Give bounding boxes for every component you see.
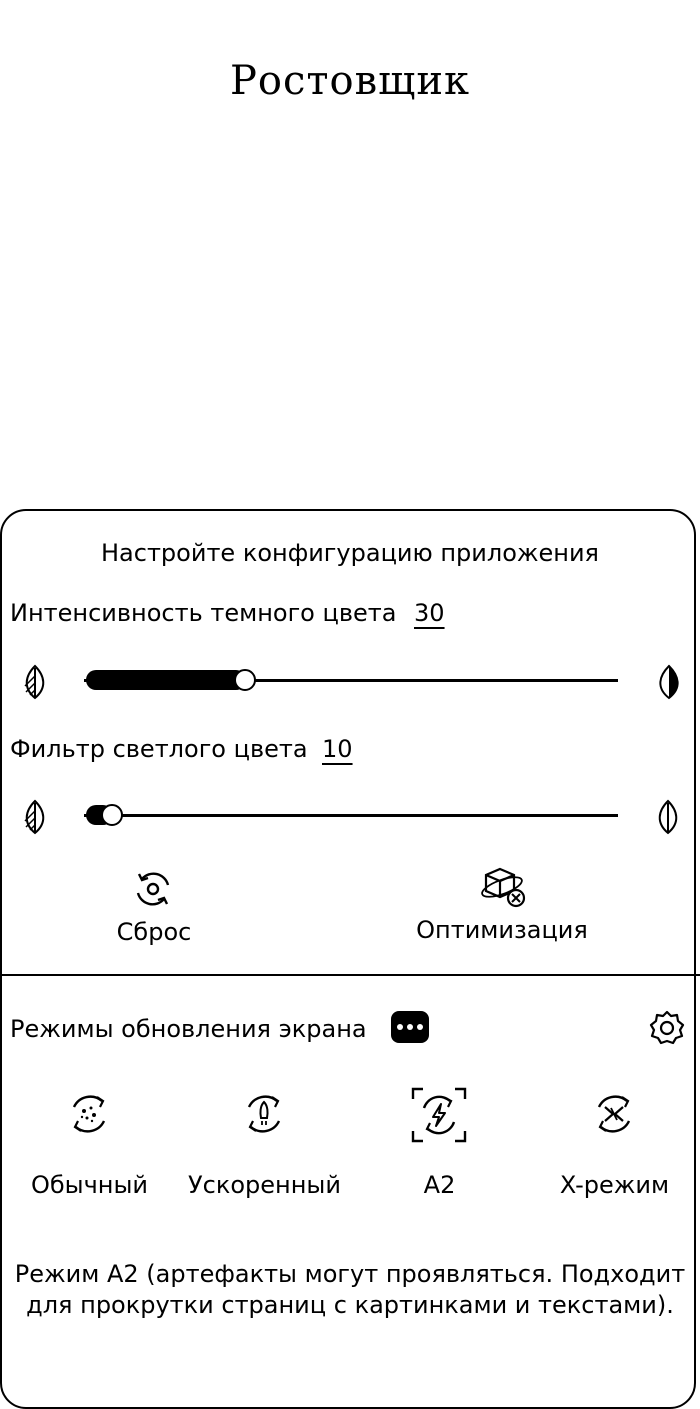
light-filter-slider[interactable] xyxy=(84,801,618,831)
mode-a2-button[interactable]: A2 xyxy=(423,1171,456,1199)
light-filter-label: Фильтр светлого цвета xyxy=(10,735,308,763)
half-contrast-icon[interactable] xyxy=(652,664,686,700)
mode-fast-button[interactable]: Ускоренный xyxy=(188,1171,341,1199)
slider-knob[interactable] xyxy=(234,669,256,691)
rocket-mode-icon[interactable] xyxy=(241,1091,287,1137)
normal-mode-icon[interactable] xyxy=(66,1091,112,1137)
optimize-button[interactable]: Оптимизация xyxy=(416,916,588,944)
cube-optimize-icon[interactable] xyxy=(480,865,528,909)
settings-panel xyxy=(0,509,696,1409)
slider-track xyxy=(84,814,618,817)
refresh-modes-title: Режимы обновления экрана xyxy=(10,1015,367,1043)
more-dots-icon[interactable] xyxy=(391,1011,429,1043)
slider-fill xyxy=(86,670,246,690)
leaf-hatched-icon[interactable] xyxy=(19,799,51,835)
reset-button[interactable]: Сброс xyxy=(116,918,192,946)
leaf-hatched-icon[interactable] xyxy=(19,664,51,700)
dark-intensity-slider[interactable] xyxy=(84,666,618,696)
mode-normal-button[interactable]: Обычный xyxy=(30,1171,149,1199)
gear-icon[interactable] xyxy=(648,1009,686,1047)
leaf-outline-icon[interactable] xyxy=(652,799,684,835)
x-mode-icon[interactable] xyxy=(591,1091,637,1137)
light-filter-value[interactable]: 10 xyxy=(322,735,353,763)
slider-knob[interactable] xyxy=(101,804,123,826)
book-title: Ростовщик xyxy=(230,58,470,104)
reset-rotate-icon[interactable] xyxy=(132,869,174,909)
mode-x-button[interactable]: X-режим xyxy=(559,1171,670,1199)
divider xyxy=(0,974,700,976)
dark-intensity-value[interactable]: 30 xyxy=(414,599,445,627)
dark-intensity-label: Интенсивность темного цвета xyxy=(10,599,397,627)
mode-description: Режим A2 (артефакты могут проявляться. Подходит для прокрутки страниц с картинками и текстами). xyxy=(14,1260,686,1319)
lightning-mode-icon[interactable] xyxy=(409,1085,469,1145)
panel-title: Настройте конфигурацию приложения xyxy=(101,539,599,567)
